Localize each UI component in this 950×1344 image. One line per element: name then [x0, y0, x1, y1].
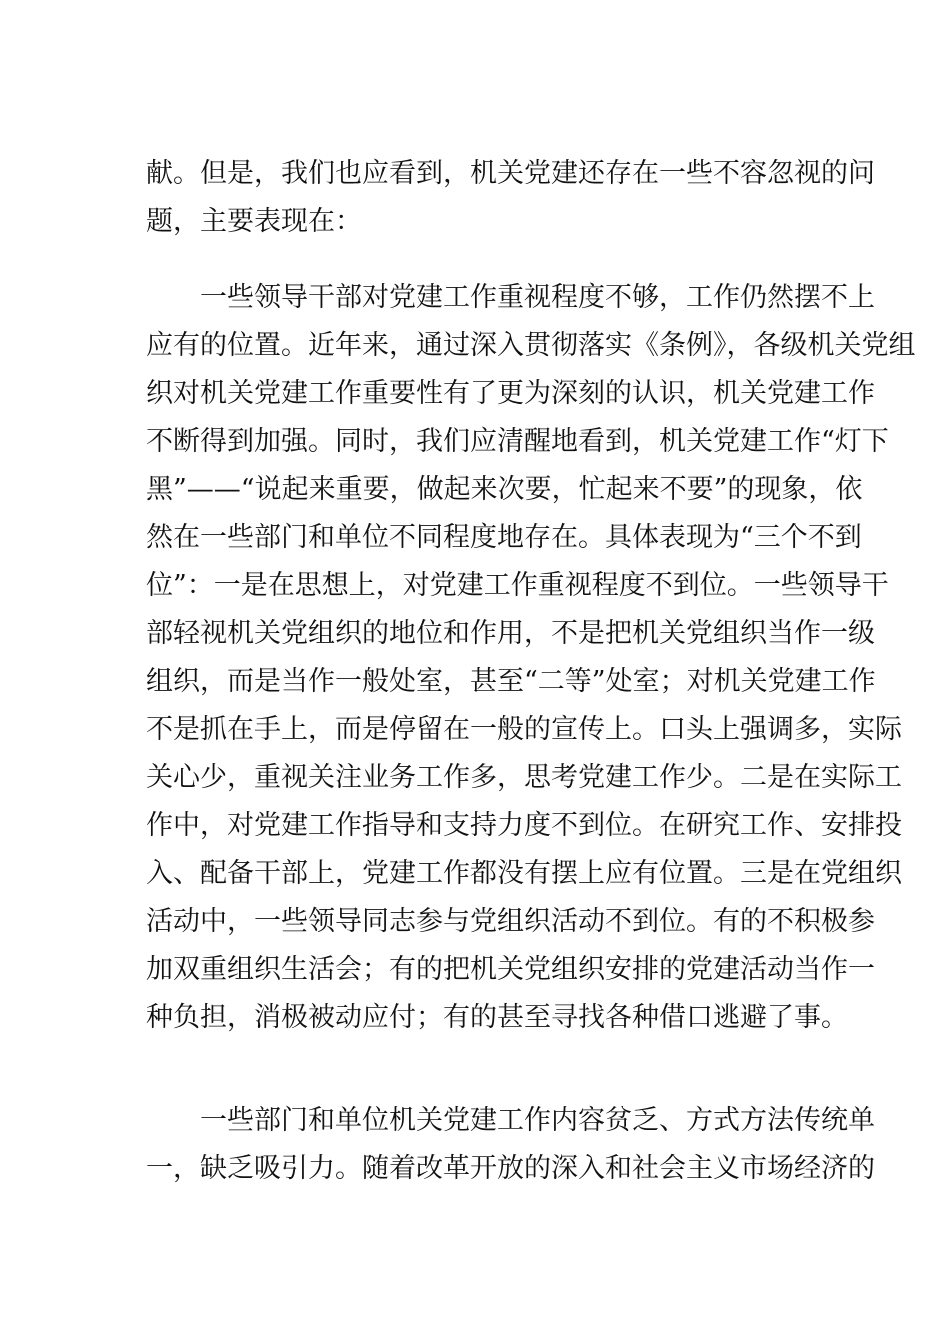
text-line: 不是抓在手上，而是停留在一般的宣传上。口头上强调多，实际 [146, 714, 902, 745]
text-line: 一，缺乏吸引力。随着改革开放的深入和社会主义市场经济的 [146, 1153, 875, 1184]
text-line: 题，主要表现在： [146, 206, 362, 237]
text-line: 黑”——“说起来重要，做起来次要，忙起来不要”的现象，依 [146, 474, 863, 505]
text-line: 作中，对党建工作指导和支持力度不到位。在研究工作、安排投 [146, 810, 902, 841]
paragraph-1 [146, 150, 875, 246]
text-line: 一些领导干部对党建工作重视程度不够，工作仍然摆不上 [200, 282, 875, 313]
paragraph-3 [146, 1097, 875, 1193]
text-line: 关心少，重视关注业务工作多，思考党建工作少。二是在实际工 [146, 762, 902, 793]
text-line: 种负担，消极被动应付；有的甚至寻找各种借口逃避了事。 [146, 1002, 848, 1033]
text-line: 献。但是，我们也应看到，机关党建还存在一些不容忽视的问 [146, 158, 875, 189]
text-line: 不断得到加强。同时，我们应清醒地看到，机关党建工作“灯下 [146, 426, 889, 457]
text-line: 加双重组织生活会；有的把机关党组织安排的党建活动当作一 [146, 954, 875, 985]
text-line: 部轻视机关党组织的地位和作用，不是把机关党组织当作一级 [146, 618, 875, 649]
text-line: 然在一些部门和单位不同程度地存在。具体表现为“三个不到 [146, 522, 862, 553]
text-line: 位”：一是在思想上，对党建工作重视程度不到位。一些领导干 [146, 570, 889, 601]
text-line: 组织，而是当作一般处室，甚至“二等”处室；对机关党建工作 [146, 666, 876, 697]
text-line: 一些部门和单位机关党建工作内容贫乏、方式方法传统单 [200, 1105, 875, 1136]
text-line: 应有的位置。近年来，通过深入贯彻落实《条例》，各级机关党组 [146, 330, 916, 361]
text-line: 入、配备干部上，党建工作都没有摆上应有位置。三是在党组织 [146, 858, 902, 889]
text-line: 织对机关党建工作重要性有了更为深刻的认识，机关党建工作 [146, 378, 875, 409]
paragraph-2 [146, 274, 916, 1042]
text-line: 活动中，一些领导同志参与党组织活动不到位。有的不积极参 [146, 906, 875, 937]
